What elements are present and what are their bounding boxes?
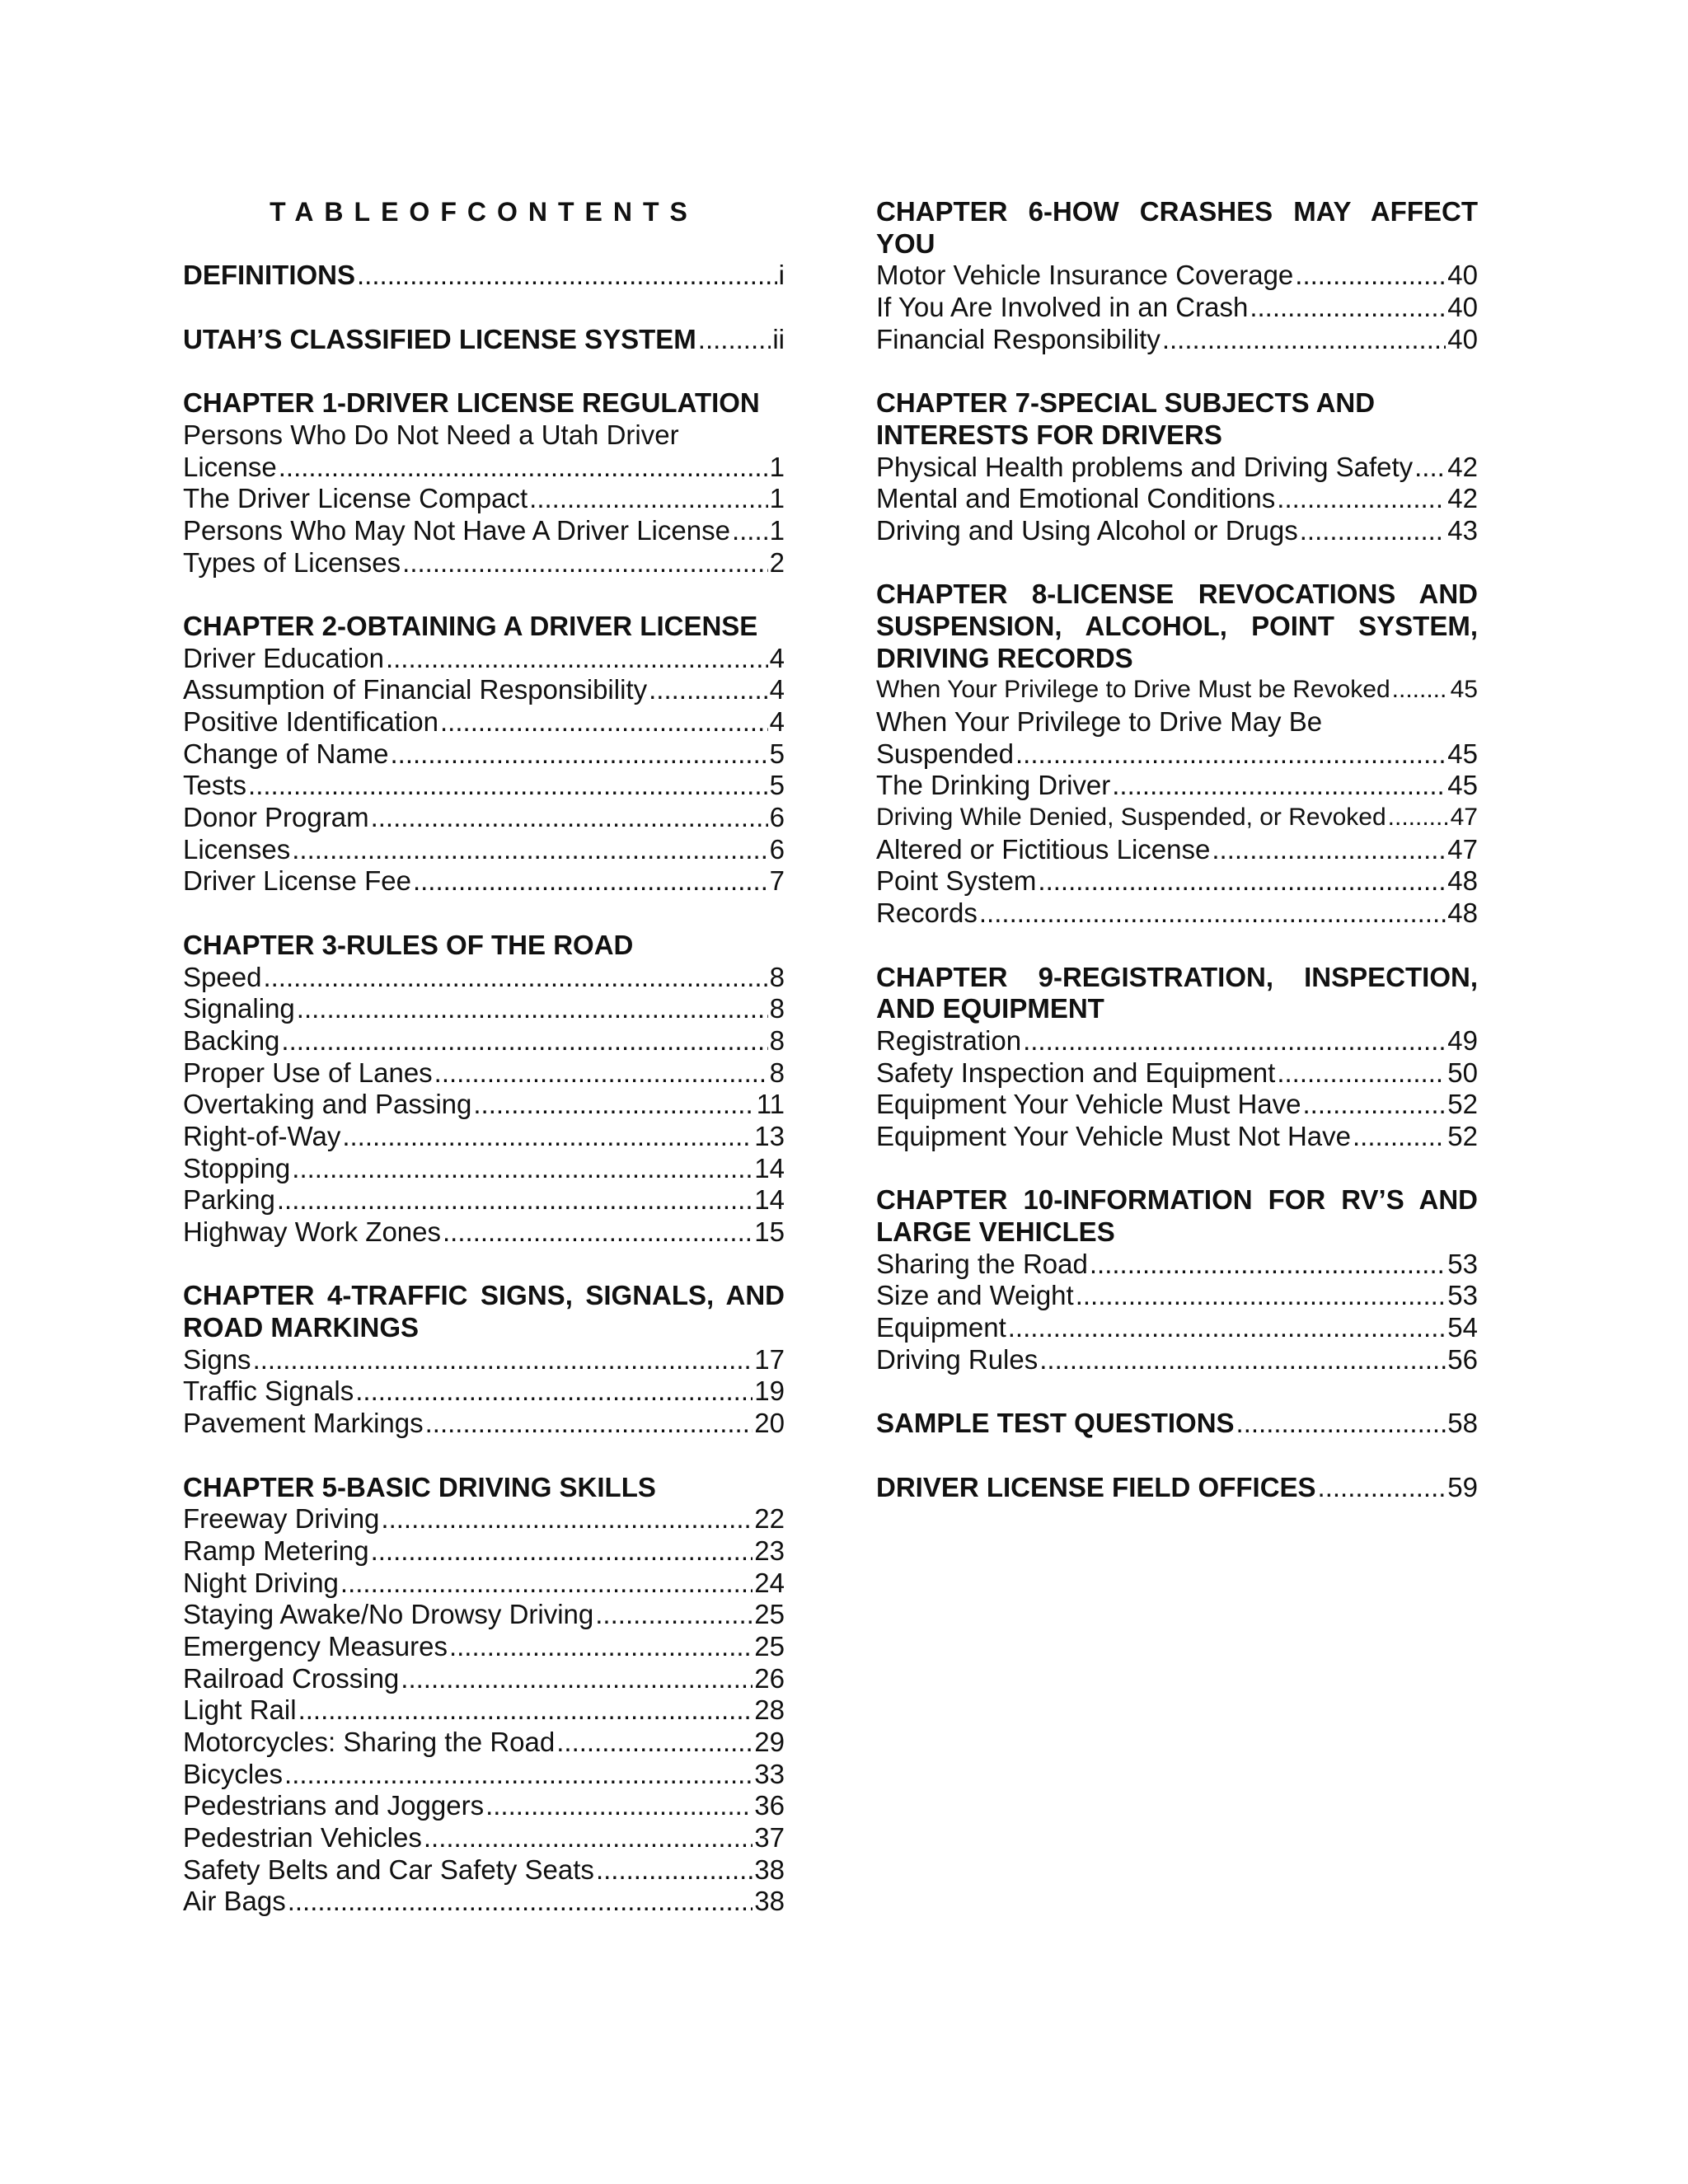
dot-leader [355,1376,753,1408]
toc-entry[interactable] [183,1376,785,1408]
dot-leader [1015,738,1446,771]
dot-leader [298,1694,753,1727]
toc-entry-label: Staying Awake/No Drowsy Driving [183,1599,594,1630]
toc-page-number: 8 [769,1024,785,1056]
toc-page-number: 45 [1447,738,1478,769]
toc-page-number: 37 [754,1822,785,1854]
dot-leader [485,1790,753,1822]
toc-entry[interactable] [183,962,785,994]
toc-entry-label: Suspended [876,738,1014,769]
toc-entry-label: Traffic Signals [183,1376,354,1407]
toc-entry[interactable] [183,1344,785,1376]
toc-entry-label: Physical Health problems and Driving Safety [876,451,1414,482]
toc-entry[interactable] [876,738,1478,771]
toc-entry[interactable] [183,515,785,547]
toc-page-number: 38 [754,1886,785,1917]
dot-leader [288,1886,753,1918]
dot-leader [1318,1472,1447,1504]
toc-entry[interactable] [183,1822,785,1854]
toc-entry[interactable] [183,1790,785,1822]
toc-page-number: 54 [1447,1312,1478,1343]
chapter-heading: CHAPTER 6-HOW CRASHES MAY AFFECT [876,196,1478,227]
toc-entry[interactable] [876,324,1478,356]
dot-leader [1076,1280,1447,1312]
dot-leader [248,770,768,802]
toc-page-number: 6 [769,802,785,833]
toc-entry-label: Equipment Your Vehicle Must Not Have [876,1120,1352,1151]
toc-entry-label: The Drinking Driver [876,770,1111,801]
dot-leader [596,1854,753,1886]
toc-entry[interactable] [183,770,785,802]
toc-entry-label: Equipment Your Vehicle Must Have [876,1089,1301,1120]
toc-entry-label: The Driver License Compact [183,483,528,514]
toc-page-number: 4 [769,706,785,737]
toc-entry-label: When Your Privilege to Drive Must be Revoked [876,676,1390,704]
dot-leader [1388,802,1449,834]
spacer [183,228,785,260]
toc-entry-label: Signs [183,1343,251,1375]
spacer [183,1249,785,1281]
toc-page-number: 5 [769,738,785,769]
toc-entry[interactable] [183,452,785,484]
toc-page-number: 26 [754,1662,785,1694]
toc-page-number: 40 [1447,323,1478,354]
toc-entry-label: Backing [183,1024,280,1056]
dot-leader [281,1025,767,1057]
dot-leader [1023,1025,1446,1057]
dot-leader [1414,452,1446,484]
toc-entry-label: Positive Identification [183,706,439,737]
dot-leader [443,1216,753,1249]
chapter-heading: CHAPTER 4-TRAFFIC SIGNS, SIGNALS, AND [183,1280,785,1311]
toc-page-number: 40 [1447,260,1478,291]
toc-entry[interactable] [876,1249,1478,1281]
chapter-heading: LARGE VEHICLES [876,1216,1115,1247]
toc-entry[interactable] [876,515,1478,547]
toc-page-number: 15 [754,1216,785,1247]
toc-entry-label: Change of Name [183,738,389,769]
dot-leader [292,1153,753,1185]
toc-entry[interactable] [183,483,785,515]
toc-page-number: 45 [1450,676,1478,704]
toc-title: TABLEOFCONTENTS [270,197,698,227]
dot-leader [440,706,768,738]
toc-entry[interactable] [876,834,1478,866]
toc-entry-label: Overtaking and Passing [183,1089,472,1120]
toc-entry-label: Sharing the Road [876,1248,1088,1279]
toc-entry[interactable] [876,1121,1478,1153]
dot-leader [402,547,767,579]
toc-entry-label: Proper Use of Lanes [183,1057,433,1088]
spacer [876,547,1478,579]
toc-page-number: 4 [769,642,785,673]
toc-entry[interactable] [876,260,1478,292]
dot-leader [1300,515,1447,547]
dot-leader [1038,865,1446,898]
toc-entry-label: Licenses [183,833,291,865]
spacer [183,355,785,387]
dot-leader [1250,292,1446,324]
toc-page-number: 56 [1447,1343,1478,1375]
toc-entry[interactable] [183,1089,785,1121]
toc-entry[interactable] [876,292,1478,324]
toc-page-number: 14 [754,1184,785,1216]
toc-entry[interactable] [183,260,785,292]
toc-entry-label: Tests [183,770,247,801]
toc-entry[interactable] [183,1184,785,1216]
toc-entry-text: Persons Who Do Not Need a Utah Driver [183,419,679,450]
dot-leader [473,1089,754,1121]
toc-entry[interactable] [183,1599,785,1631]
dot-leader [277,1184,753,1216]
toc-entry-label: Point System [876,865,1037,897]
dot-leader [371,1535,753,1568]
toc-entry[interactable] [183,1568,785,1600]
toc-entry[interactable] [183,1025,785,1057]
toc-entry[interactable] [183,706,785,738]
toc-page-number: 4 [769,674,785,705]
toc-entry[interactable] [183,1631,785,1663]
toc-entry[interactable] [183,1854,785,1886]
toc-entry-label: Registration [876,1024,1022,1056]
toc-entry[interactable] [876,1025,1478,1057]
toc-entry[interactable] [183,1121,785,1153]
toc-entry-label: License [183,451,277,482]
toc-entry[interactable] [183,1886,785,1918]
dot-leader [381,1503,753,1535]
toc-page-number: 52 [1447,1120,1478,1151]
toc-entry[interactable] [183,324,785,356]
toc-page-number: 23 [754,1535,785,1566]
dot-leader [263,962,767,994]
toc-entry-label: Driving While Denied, Suspended, or Revoked [876,804,1386,832]
toc-page-number: 43 [1447,514,1478,546]
toc-entry-label: Railroad Crossing [183,1662,400,1694]
toc-entry-label: If You Are Involved in an Crash [876,292,1249,323]
dot-leader [556,1727,753,1759]
chapter-heading: CHAPTER 3-RULES OF THE ROAD [183,929,634,960]
dot-leader [1295,260,1446,292]
toc-entry[interactable] [876,865,1478,898]
toc-entry-label: Driving Rules [876,1343,1039,1375]
toc-entry-label: Pedestrians and Joggers [183,1790,485,1821]
toc-page-number: 48 [1447,865,1478,897]
chapter-heading: INTERESTS FOR DRIVERS [876,419,1222,450]
dot-leader [529,483,767,515]
toc-entry-label: Assumption of Financial Responsibility [183,674,648,705]
dot-leader [279,452,768,484]
toc-entry-label: DEFINITIONS [183,260,356,291]
chapter-heading: CHAPTER 5-BASIC DRIVING SKILLS [183,1471,656,1502]
toc-page-number: 8 [769,1057,785,1088]
toc-entry[interactable] [183,1694,785,1727]
toc-entry-label: DRIVER LICENSE FIELD OFFICES [876,1471,1316,1502]
dot-leader [1236,1408,1447,1440]
toc-entry-label: Ramp Metering [183,1535,369,1566]
toc-entry[interactable] [183,802,785,834]
toc-entry-label: Size and Weight [876,1280,1074,1311]
toc-entry[interactable] [183,674,785,706]
toc-entry[interactable] [183,1759,785,1791]
dot-leader [390,738,767,771]
dot-leader [371,802,768,834]
toc-left-column [183,196,785,1918]
toc-page-number: 20 [754,1408,785,1439]
toc-entry-label: Emergency Measures [183,1630,448,1661]
toc-entry-label: Types of Licenses [183,546,401,578]
toc-page-number: 59 [1447,1471,1478,1502]
dot-leader [357,260,777,292]
toc-entry-label: Equipment [876,1312,1006,1343]
toc-page-number: 2 [769,546,785,578]
chapter-heading: CHAPTER 7-SPECIAL SUBJECTS AND [876,387,1376,419]
dot-leader [424,1822,753,1854]
chapter-heading: CHAPTER 8-LICENSE REVOCATIONS AND [876,579,1478,610]
toc-entry[interactable] [183,1153,785,1185]
toc-entry-label: Altered or Fictitious License [876,833,1211,865]
toc-entry[interactable] [183,1727,785,1759]
toc-entry-label: Persons Who May Not Have A Driver License [183,514,730,546]
dot-leader [1353,1121,1446,1153]
dot-leader [449,1631,753,1663]
toc-page-number: 42 [1447,483,1478,514]
toc-page-number: 40 [1447,292,1478,323]
toc-entry[interactable] [183,738,785,771]
toc-entry-label: Driver Education [183,642,384,673]
toc-entry-label: Highway Work Zones [183,1216,442,1247]
dot-leader [1212,834,1446,866]
toc-page-number: 48 [1447,898,1478,929]
toc-entry[interactable] [183,1408,785,1440]
toc-entry[interactable] [183,865,785,898]
toc-page-number: 1 [769,514,785,546]
toc-page-number: 53 [1447,1248,1478,1279]
toc-entry-label: Mental and Emotional Conditions [876,483,1276,514]
dot-leader [1277,1057,1446,1090]
toc-entry-label: Freeway Driving [183,1503,380,1535]
toc-entry-label: Safety Belts and Car Safety Seats [183,1854,594,1885]
toc-page-number: 24 [754,1567,785,1598]
toc-page-number: 22 [754,1503,785,1535]
toc-page-number: 45 [1447,770,1478,801]
toc-page-number: 11 [756,1089,785,1120]
toc-entry-label: Light Rail [183,1694,297,1726]
toc-page-number: 28 [754,1694,785,1726]
toc-entry-label: Signaling [183,993,295,1024]
spacer [876,930,1478,962]
toc-entry[interactable] [876,802,1478,834]
dot-leader [284,1759,753,1791]
toc-page-number: 49 [1447,1024,1478,1056]
toc-page-number: 50 [1447,1057,1478,1088]
toc-entry-label: Motorcycles: Sharing the Road [183,1727,556,1757]
toc-page-number: 25 [754,1630,785,1661]
chapter-heading: SUSPENSION, ALCOHOL, POINT SYSTEM, [876,610,1478,641]
dot-leader [386,643,768,675]
toc-entry-label: UTAH’S CLASSIFIED LICENSE SYSTEM [183,323,696,354]
chapter-heading: CHAPTER 10-INFORMATION FOR RV’S AND [876,1184,1478,1216]
toc-page-number: 8 [769,961,785,992]
dot-leader [340,1568,753,1600]
dot-leader [649,674,768,706]
toc-entry[interactable] [876,1280,1478,1312]
toc-entry-label: Air Bags [183,1886,286,1917]
toc-entry-label: Pedestrian Vehicles [183,1822,422,1854]
dot-leader [1112,770,1446,802]
toc-page-number: 13 [754,1120,785,1151]
spacer [183,292,785,324]
toc-page-number: 58 [1447,1408,1478,1439]
chapter-heading: CHAPTER 9-REGISTRATION, INSPECTION, [876,961,1478,992]
toc-page-number: 5 [769,770,785,801]
toc-entry-label: Night Driving [183,1567,339,1598]
toc-entry[interactable] [183,547,785,579]
toc-entry[interactable] [183,1663,785,1695]
toc-page-number: ii [772,323,785,354]
toc-entry-label: Financial Responsibility [876,323,1160,354]
dot-leader [698,324,771,356]
toc-entry[interactable] [876,1057,1478,1090]
toc-entry[interactable] [876,770,1478,802]
dot-leader [425,1408,753,1440]
dot-leader [297,993,768,1025]
toc-entry[interactable] [876,452,1478,484]
toc-entry-label: Bicycles [183,1758,284,1789]
toc-page-number: 1 [769,483,785,514]
toc-entry[interactable] [876,1089,1478,1121]
toc-right-column [876,196,1478,1503]
chapter-heading: YOU [876,227,935,259]
dot-leader [1392,674,1449,706]
dot-leader [1039,1344,1446,1376]
toc-entry-label: Driving and Using Alcohol or Drugs [876,514,1298,546]
toc-entry-label: Motor Vehicle Insurance Coverage [876,260,1294,291]
dot-leader [1162,324,1446,356]
toc-page-number: 33 [754,1758,785,1789]
toc-entry[interactable] [183,834,785,866]
toc-page-number: 53 [1447,1280,1478,1311]
chapter-heading: CHAPTER 2-OBTAINING A DRIVER LICENSE [183,610,758,641]
spacer [876,355,1478,387]
toc-entry[interactable] [183,1057,785,1090]
toc-page-number: 36 [754,1790,785,1821]
toc-entry[interactable] [183,1216,785,1249]
toc-page-number: i [778,260,785,291]
toc-entry[interactable] [183,1503,785,1535]
dot-leader [401,1663,753,1695]
toc-page-number: 25 [754,1599,785,1630]
toc-page-number: 47 [1447,833,1478,865]
toc-entry[interactable] [876,483,1478,515]
dot-leader [1302,1089,1446,1121]
toc-entry[interactable] [876,1312,1478,1344]
toc-entry[interactable] [876,1344,1478,1376]
toc-entry-label: Right-of-Way [183,1120,341,1151]
toc-entry[interactable] [876,898,1478,930]
toc-page-number: 52 [1447,1089,1478,1120]
toc-entry-label: Donor Program [183,802,369,833]
dot-leader [434,1057,768,1090]
toc-entry-label: Driver License Fee [183,865,411,897]
toc-page-number: 7 [769,865,785,897]
toc-page-number: 17 [754,1343,785,1375]
toc-page-number: 38 [754,1854,785,1885]
dot-leader [979,898,1446,930]
dot-leader [292,834,767,866]
toc-entry[interactable] [183,993,785,1025]
chapter-heading: AND EQUIPMENT [876,993,1104,1024]
toc-page-number: 47 [1450,804,1478,832]
toc-entry-label: Parking [183,1184,275,1216]
toc-page-number: 42 [1447,451,1478,482]
dot-leader [1008,1312,1447,1344]
toc-page-number: 1 [769,451,785,482]
toc-entry[interactable] [183,1535,785,1568]
toc-page-number: 14 [754,1152,785,1183]
toc-entry-label: Stopping [183,1152,291,1183]
toc-entry-label: Pavement Markings [183,1408,424,1439]
chapter-heading: DRIVING RECORDS [876,642,1133,673]
spacer [876,1153,1478,1185]
toc-page-number: 19 [754,1376,785,1407]
toc-entry-label: Safety Inspection and Equipment [876,1057,1276,1088]
toc-page-number: 6 [769,833,785,865]
toc-entry[interactable] [876,1408,1478,1440]
dot-leader [595,1599,753,1631]
dot-leader [342,1121,753,1153]
spacer [183,1440,785,1472]
spacer [876,1376,1478,1408]
chapter-heading: CHAPTER 1-DRIVER LICENSE REGULATION [183,387,760,419]
dot-leader [253,1344,753,1376]
toc-entry-text: When Your Privilege to Drive May Be [876,706,1323,737]
dot-leader [1277,483,1446,515]
dot-leader [1090,1249,1446,1281]
toc-page-number: 29 [754,1727,785,1757]
toc-entry[interactable] [876,1472,1478,1504]
toc-page-number: 8 [769,993,785,1024]
dot-leader [732,515,768,547]
toc-entry-label: Speed [183,961,262,992]
toc-entry[interactable] [183,643,785,675]
toc-entry-label: Records [876,898,978,929]
chapter-heading: ROAD MARKINGS [183,1312,419,1343]
dot-leader [413,865,768,898]
spacer [876,1440,1478,1472]
spacer [183,579,785,611]
toc-entry-label: SAMPLE TEST QUESTIONS [876,1408,1235,1439]
toc-entry[interactable] [876,674,1478,706]
spacer [183,898,785,930]
